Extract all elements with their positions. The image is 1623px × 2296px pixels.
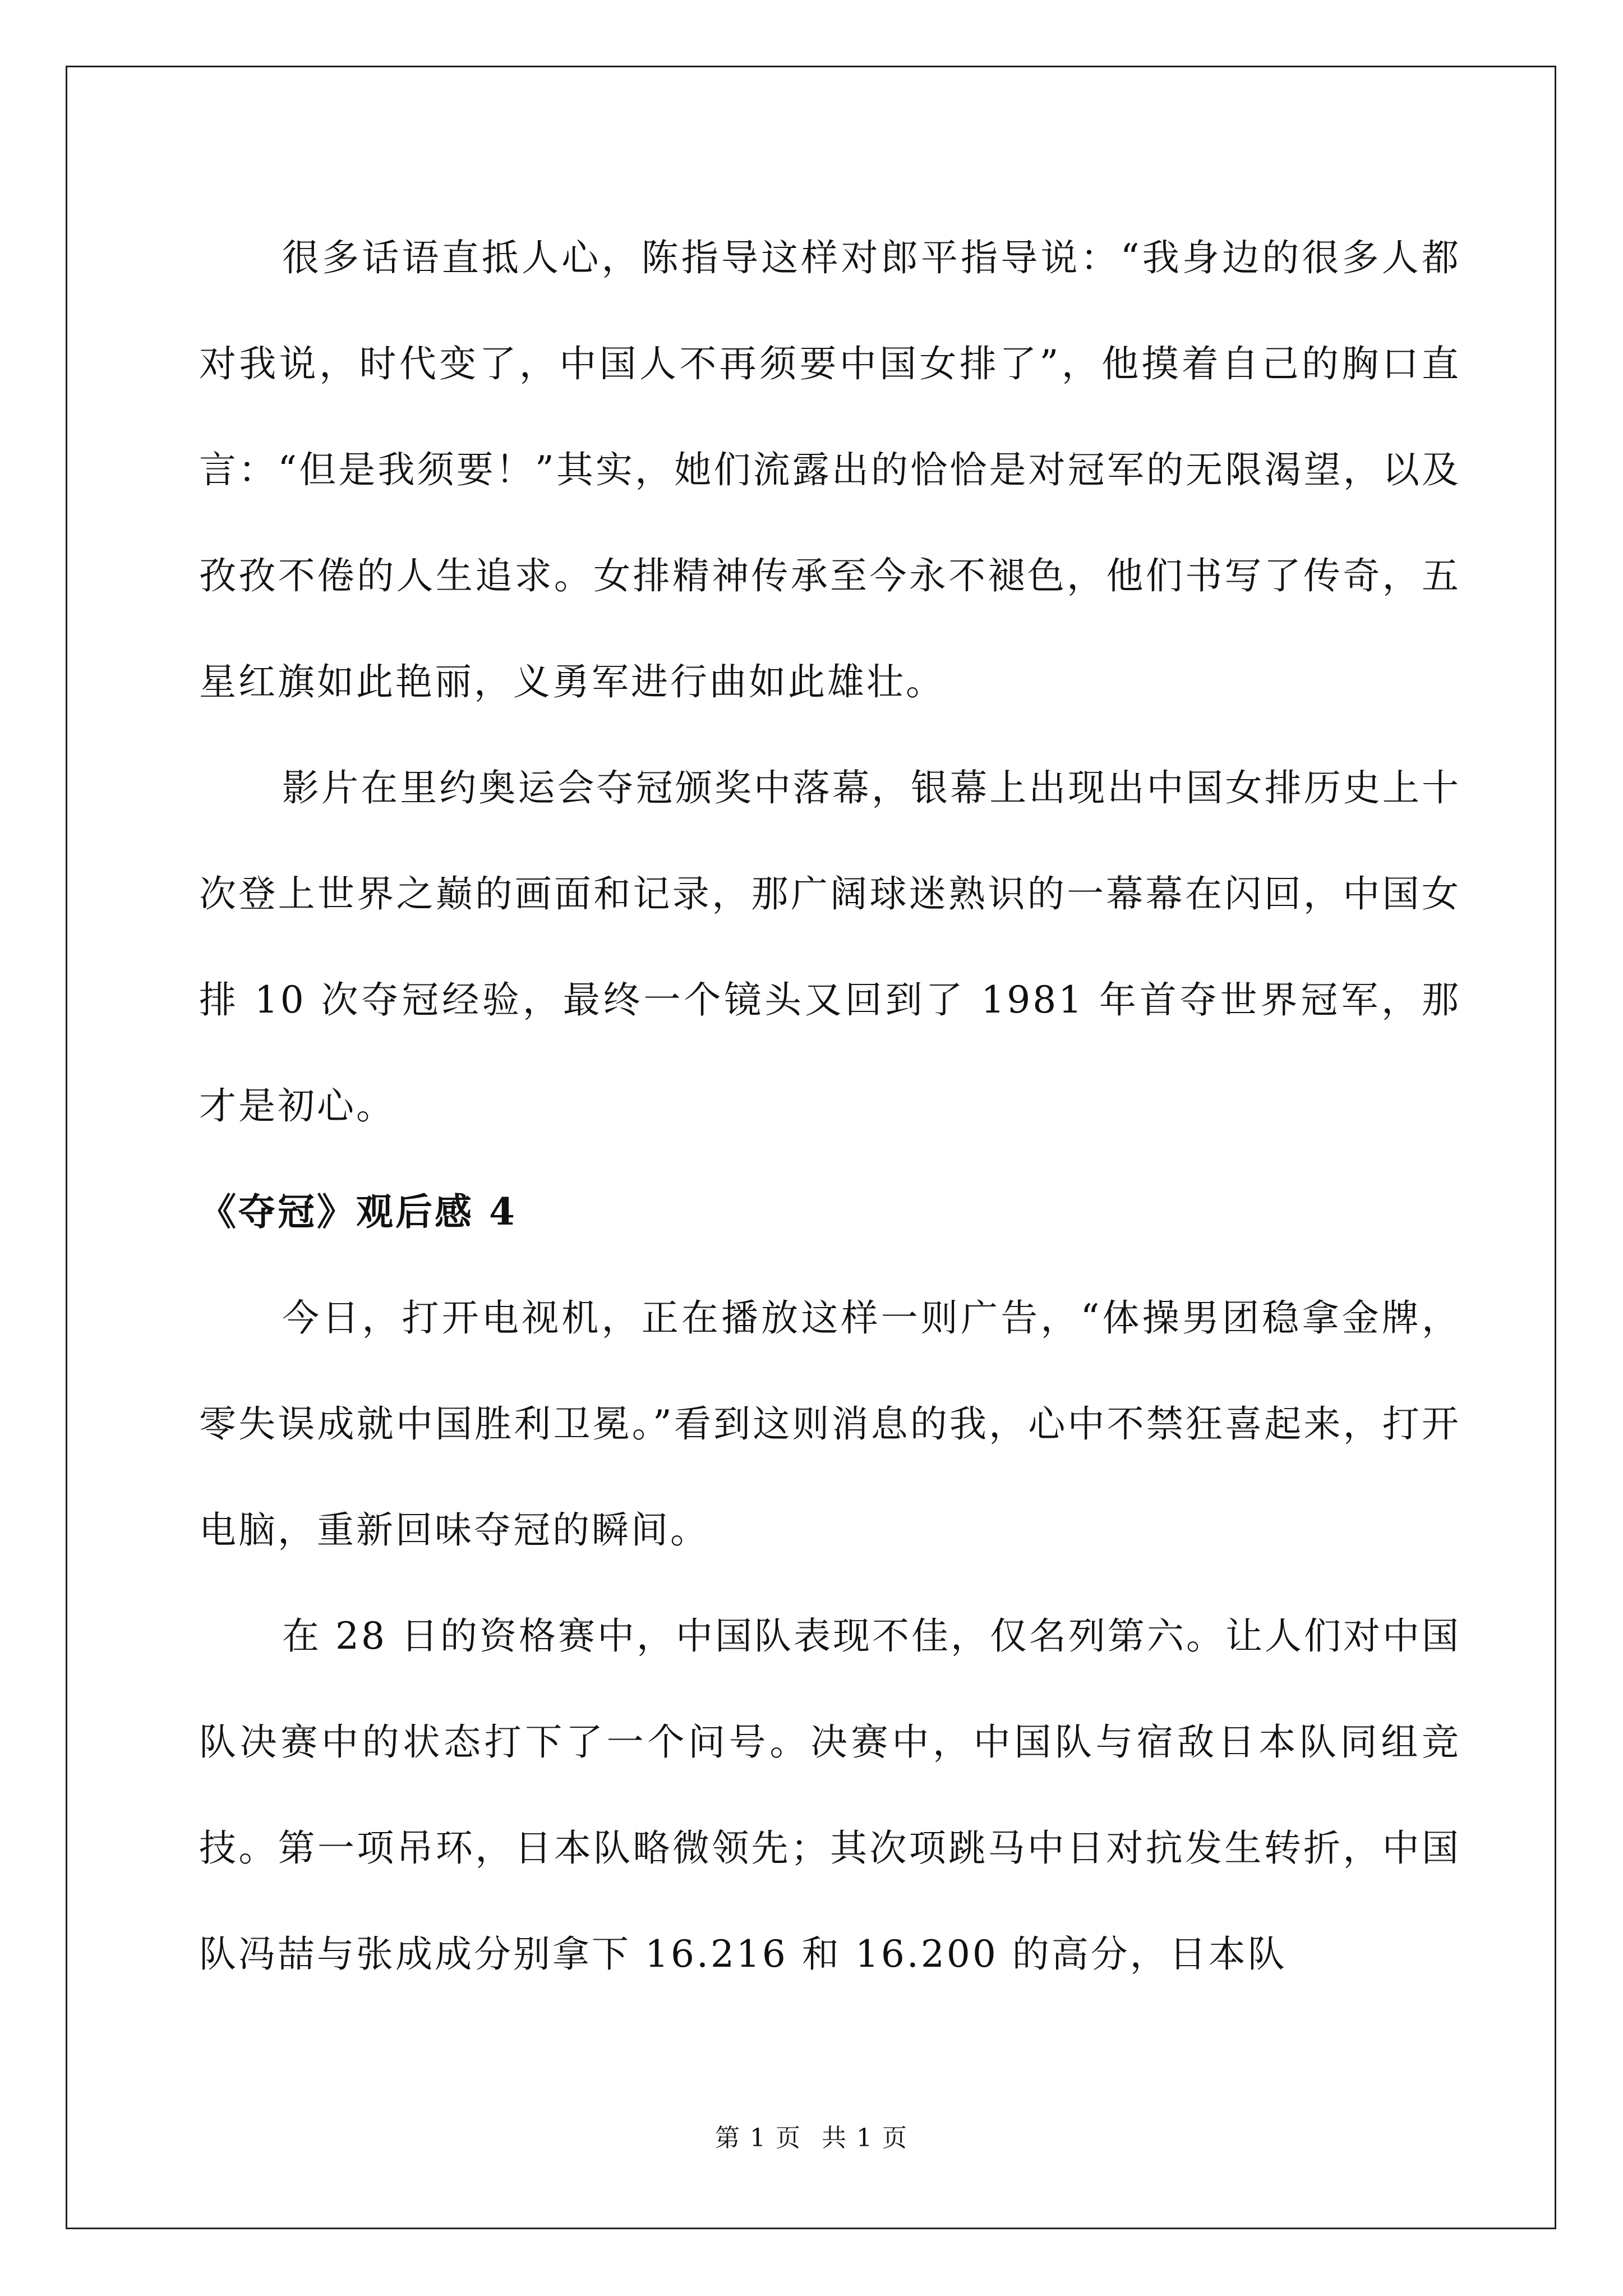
paragraph: 今日，打开电视机，正在播放这样一则广告，“体操男团稳拿金牌，零失误成就中国胜利卫冕。”看到这则消息的我，心中不禁狂喜起来，打开电脑，重新回味夺冠的瞬间。	[199, 1296, 1461, 1552]
section-title: 《夺冠》观后感 4	[199, 1190, 517, 1234]
document-body	[199, 205, 1461, 2007]
page-total: 共 1 页	[822, 2124, 908, 2152]
paragraph: 影片在里约奥运会夺冠颁奖中落幕，银幕上出现出中国女排历史上十次登上世界之巅的画面和记录，那广阔球迷熟识的一幕幕在闪回，中国女排 10 次夺冠经验，最终一个镜头又回到了 1981 年首夺世界冠军，那才是初心。	[199, 766, 1461, 1128]
page-footer	[0, 2122, 1623, 2155]
paragraph: 很多话语直抵人心，陈指导这样对郎平指导说：“我身边的很多人都对我说，时代变了，中国人不再须要中国女排了”，他摸着自己的胸口直言：“但是我须要！”其实，她们流露出的恰恰是对冠军的无限渴望，以及孜孜不倦的人生追求。女排精神传承至今永不褪色，他们书写了传奇，五星红旗如此艳丽，义勇军进行曲如此雄壮。	[199, 236, 1461, 703]
paragraph: 在 28 日的资格赛中，中国队表现不佳，仅名列第六。让人们对中国队决赛中的状态打下了一个问号。决赛中，中国队与宿敌日本队同组竞技。第一项吊环，日本队略微领先；其次项跳马中日对抗发生转折，中国队冯喆与张成成分别拿下 16.216 和 16.200 的高分，日本队	[199, 1614, 1461, 1976]
page-number: 第 1 页	[715, 2124, 801, 2152]
